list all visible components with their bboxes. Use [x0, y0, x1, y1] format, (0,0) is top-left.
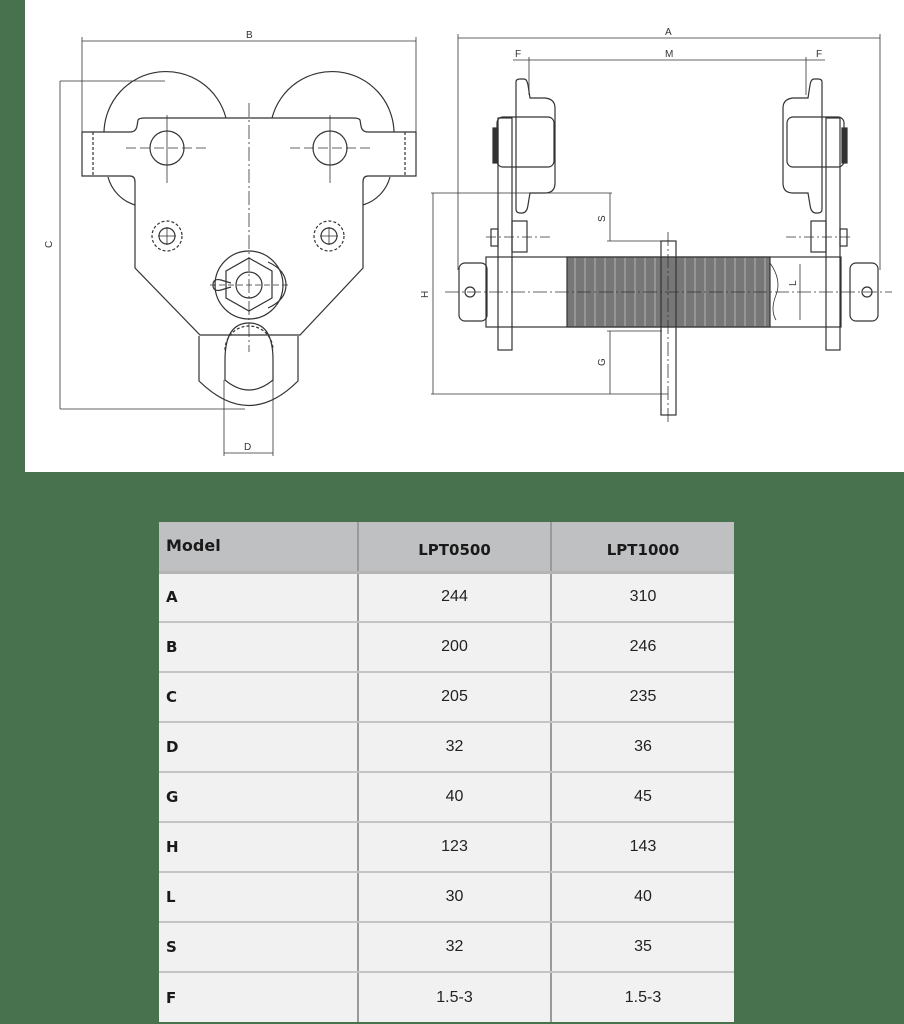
table-row — [159, 972, 734, 1022]
cell-lpt0500: 244 — [358, 572, 551, 622]
cell-lpt0500: 123 — [358, 822, 551, 872]
table-row — [159, 872, 734, 922]
cell-lpt1000: 310 — [551, 572, 734, 622]
cell-lpt0500: 32 — [358, 922, 551, 972]
header-model: Model — [159, 522, 358, 572]
dim-label-f-left: F — [515, 49, 522, 60]
cell-lpt1000: 246 — [551, 622, 734, 672]
dim-label-a: A — [665, 27, 672, 38]
technical-drawing-panel — [25, 0, 904, 472]
header-lpt1000: LPT1000 — [551, 522, 734, 572]
cell-lpt0500: 205 — [358, 672, 551, 722]
dim-label-f-right: F — [816, 49, 823, 60]
cell-lpt1000: 45 — [551, 772, 734, 822]
dim-label-m: M — [665, 49, 674, 60]
table-row — [159, 772, 734, 822]
cell-lpt1000: 235 — [551, 672, 734, 722]
cell-lpt1000: 1.5-3 — [624, 988, 662, 1006]
dim-label-g: G — [597, 358, 608, 366]
cell-lpt1000: 143 — [551, 822, 734, 872]
table-row — [159, 622, 734, 672]
dim-label-d: D — [244, 442, 252, 453]
cell-lpt0500: 200 — [358, 622, 551, 672]
dim-label-b: B — [246, 30, 253, 41]
side-view — [420, 27, 892, 422]
dim-label-s: S — [597, 215, 608, 222]
table-row — [159, 572, 734, 622]
cell-lpt0500: 30 — [358, 872, 551, 922]
dim-label-c: C — [44, 240, 55, 248]
table-row — [159, 672, 734, 722]
row-label: B — [159, 622, 358, 672]
row-label: L — [159, 872, 358, 922]
row-label: D — [159, 722, 358, 772]
cell-lpt0500: 40 — [358, 772, 551, 822]
cell-lpt1000: 40 — [551, 872, 734, 922]
cell-lpt0500: 32 — [358, 722, 551, 772]
table-row — [159, 822, 734, 872]
row-label: C — [159, 672, 358, 722]
cell-lpt1000: 35 — [551, 922, 734, 972]
row-label: S — [159, 922, 358, 972]
dim-label-l: L — [788, 280, 799, 286]
table-row — [159, 922, 734, 972]
row-label: F — [159, 972, 358, 1022]
trolley-drawing — [25, 0, 904, 472]
front-view — [44, 30, 416, 456]
row-label: H — [159, 822, 358, 872]
cell-lpt1000: 36 — [551, 722, 734, 772]
header-lpt0500: LPT0500 — [358, 522, 551, 572]
cell-lpt0500: 1.5-3 — [358, 972, 551, 1022]
row-label: G — [159, 772, 358, 822]
table-header-row — [159, 522, 734, 572]
dim-label-h: H — [420, 290, 431, 298]
row-label: A — [159, 572, 358, 622]
spec-table — [159, 522, 734, 1022]
table-row — [159, 722, 734, 772]
